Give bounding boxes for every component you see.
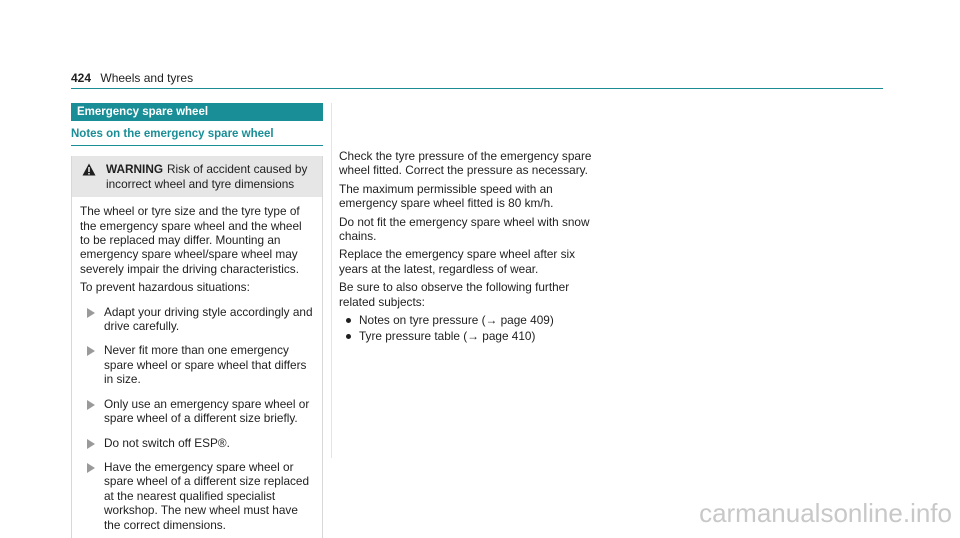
warning-body <box>72 197 322 538</box>
warning-summary: Risk of accident caused by incorrect wheel and tyre dimensions <box>106 162 308 191</box>
step-item: Never fit more than one emergency spare wheel or spare wheel that differs in size. <box>80 343 314 386</box>
step-item: Do not switch off ESP®. <box>80 436 314 450</box>
right-column <box>339 149 599 344</box>
header-rule <box>71 88 883 89</box>
related-link-item[interactable] <box>339 313 599 327</box>
related-link[interactable]: Notes on tyre pressure (→ page 409) <box>359 313 554 328</box>
section-bar: Emergency spare wheel <box>71 103 323 121</box>
arrow-icon <box>87 400 95 410</box>
body-paragraph: Do not fit the emergency spare wheel with snow chains. <box>339 214 590 244</box>
page-header <box>71 71 193 85</box>
left-column <box>71 103 323 538</box>
body-paragraph: The maximum permissible speed with an emergency spare wheel fitted is 80 km/h. <box>339 181 554 211</box>
warning-title: WARNING <box>106 162 164 177</box>
warning-paragraph: The wheel or tyre size and the tyre type of the emergency spare wheel and the wheel to be replaced may differ. Mounting an emergency spare wheel/spare wheel may severely impair the driving characteristics. <box>80 204 302 276</box>
body-paragraph: Replace the emergency spare wheel after six years at the latest, regardless of wear. <box>339 247 576 276</box>
section-title: Wheels and tyres <box>100 71 194 85</box>
warning-triangle-icon <box>82 163 96 176</box>
related-link-item[interactable] <box>339 329 599 343</box>
arrow-icon <box>87 439 95 449</box>
body-paragraph: Be sure to also observe the following further related subjects: <box>339 280 570 309</box>
related-link[interactable]: Tyre pressure table (→ page 410) <box>359 329 536 344</box>
bullet-icon <box>346 318 351 323</box>
arrow-icon <box>87 308 95 318</box>
watermark-url: carmanualsonline.info <box>699 498 952 528</box>
warning-box <box>71 156 323 538</box>
arrow-icon <box>87 346 95 356</box>
step-item: Have the emergency spare wheel or spare wheel of a different size replaced at the nearest qualified specialist workshop. The new wheel must have the correct dimensions. <box>80 460 314 532</box>
column-divider <box>331 103 332 458</box>
body-paragraph: Check the tyre pressure of the emergency spare wheel fitted. Correct the pressure as necessary. <box>339 149 592 178</box>
bullet-icon <box>346 334 351 339</box>
step-item: Adapt your driving style accordingly and drive carefully. <box>80 305 314 334</box>
step-item: Only use an emergency spare wheel or spare wheel of a different size briefly. <box>80 397 314 426</box>
warning-paragraph: To prevent hazardous situations: <box>80 280 250 295</box>
subheading: Notes on the emergency spare wheel <box>71 127 323 146</box>
page-number: 424 <box>71 71 92 85</box>
arrow-icon <box>87 463 95 473</box>
warning-header <box>72 156 322 197</box>
